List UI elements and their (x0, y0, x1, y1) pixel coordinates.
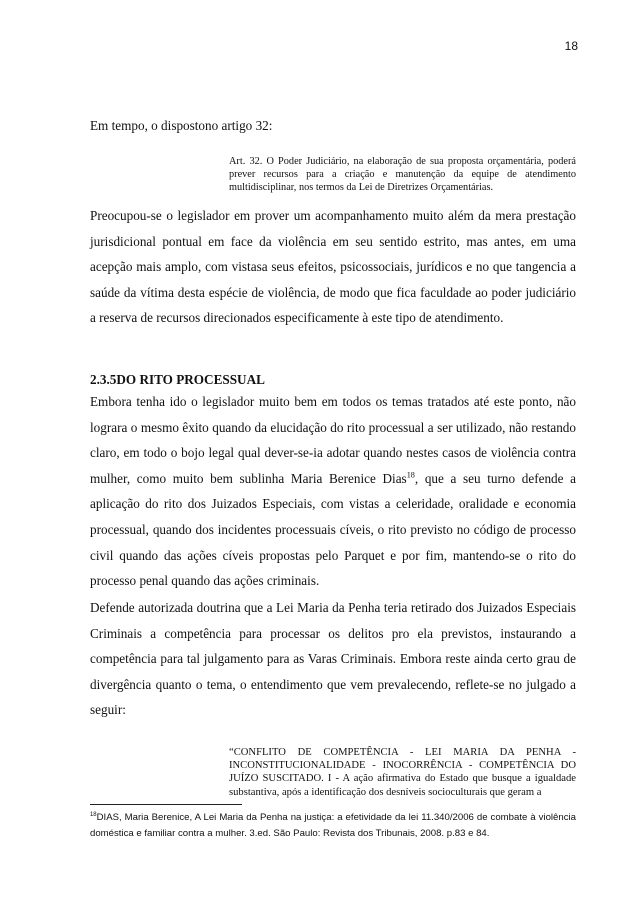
paragraph-defende: Defende autorizada doutrina que a Lei Maria da Penha teria retirado dos Juizados Especiais Criminais a competência para processar os delitos pro ela previstos, instaurando a competência para tal julgamento para as Varas Criminais. Embora reste ainda certo grau de divergência quanto o tema, o entendimento que vem prevalecendo, reflete-se no julgado a seguir: (90, 600, 576, 718)
footnote-number: 18 (90, 811, 97, 818)
section-heading: 2.3.5DO RITO PROCESSUAL (90, 372, 265, 387)
paragraph-embora-end: , que a seu turno defende a aplicação do rito dos Juizados Especiais, com vistas a celeridade, oralidade e economia processual, quando dos incidentes processuais cíveis, o rito previsto no código de processo civil quando das ações cíveis propostas pelo Parquet e por fim, mantendo-se o rito do processo penal quando das ações criminais. (90, 470, 576, 589)
block-quote-art-32: Art. 32. O Poder Judiciário, na elaboração de sua proposta orçamentária, poderá prever recursos para a criação e manutenção da equipe de atendimento multidisciplinar, nos termos da Lei de Diretrizes Orçamentárias. (229, 156, 576, 193)
footnote-separator (90, 804, 242, 805)
footnote-reference: 18 (406, 470, 415, 480)
footnote (90, 810, 576, 842)
paragraph-preocupou: Preocupou-se o legislador em prover um acompanhamento muito além da mera prestação jurisdicional pontual em face da violência em seu sentido estrito, mas antes, em uma acepção mais amplo, com vistasa seus efeitos, psicossociais, jurídicos e no que tangencia a saúde da vítima desta espécie de violência, de modo que fica faculdade ao poder judiciário a reserva de recursos direcionados especificamente à este tipo de atendimento. (90, 208, 576, 326)
block-quote-conflito: “CONFLITO DE COMPETÊNCIA - LEI MARIA DA PENHA - INCONSTITUCIONALIDADE - INOCORRÊNCIA - COMPETÊNCIA DO JUÍZO SUSCITADO. I - A ação afirmativa do Estado que busque a igualdade substantiva, após a identificação dos desníveis socioculturais que geram a (229, 747, 576, 798)
page-number: 18 (564, 39, 578, 53)
intro-paragraph: Em tempo, o dispostono artigo 32: (90, 118, 273, 133)
paragraph-embora (90, 389, 576, 594)
footnote-text: DIAS, Maria Berenice, A Lei Maria da Penha na justiça: a efetividade da lei 11.340/2006 de combate à violência doméstica e familiar contra a mulher. 3.ed. São Paulo: Revista dos Tribunais, 2008. p.83 e 84. (90, 812, 576, 839)
paragraph-embora-start: Embora tenha ido o legislador muito bem em todos os temas tratados até este ponto, não lograra o mesmo êxito quando da elucidação do rito processual a ser utilizado, não restando claro, em todo o bojo legal qual dever-se-ia adotar quando nestes casos de violência contra mulher, como muito bem sublinha Maria Berenice Dias (90, 394, 576, 486)
